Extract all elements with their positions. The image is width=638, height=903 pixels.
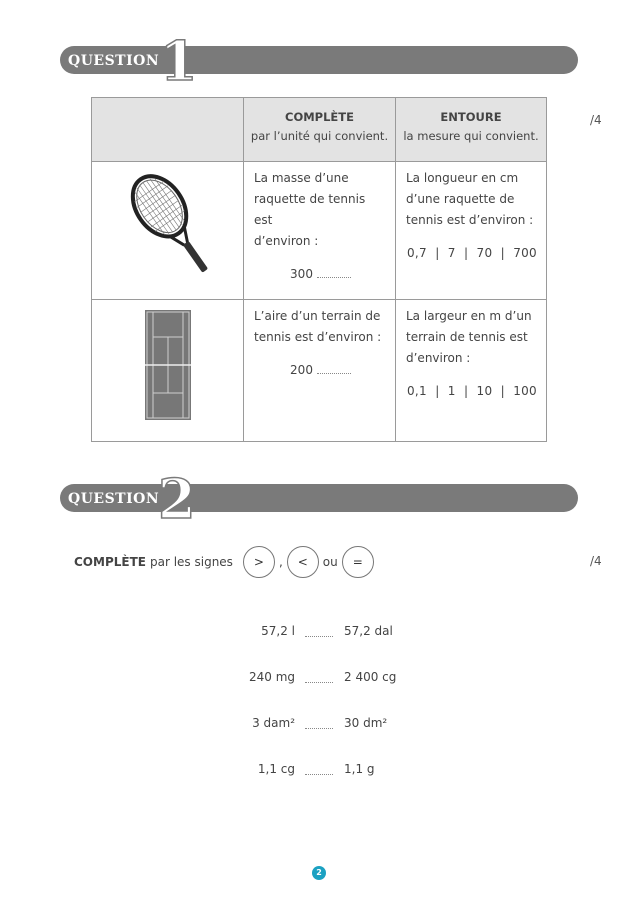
tennis-court-icon — [92, 300, 243, 438]
comparison-3-blank[interactable] — [305, 728, 333, 729]
comparison-2-right: 2 400 cg — [344, 670, 397, 684]
question-2-instruction — [74, 546, 378, 578]
instruction-text: par les signes — [149, 555, 233, 569]
header-complete-sub: par l’unité qui convient. — [250, 129, 389, 143]
court-width-line-3: d’environ : — [406, 351, 471, 365]
court-area-value: 200 — [290, 363, 313, 377]
court-area-blank[interactable] — [317, 373, 351, 374]
tennis-racket-cell — [92, 162, 244, 300]
less-than-sign: < — [287, 546, 319, 578]
header-complete — [244, 98, 396, 162]
racket-length-cell — [396, 162, 547, 300]
racket-mass-blank[interactable] — [317, 277, 351, 278]
comparison-4-left: 1,1 cg — [257, 762, 295, 776]
court-area-cell — [244, 300, 396, 442]
question-1-table — [91, 97, 547, 442]
court-width-line-1: La largeur en m d’un — [406, 309, 532, 323]
greater-than-sign: > — [243, 546, 275, 578]
racket-mass-line-1: La masse d’une — [254, 171, 349, 185]
racket-mass-line-3: d’environ : — [254, 234, 319, 248]
racket-mass-line-2: raquette de tennis est — [254, 192, 366, 227]
racket-length-choices[interactable]: 0,7 | 7 | 70 | 700 — [407, 246, 537, 260]
comparison-2-left: 240 mg — [248, 670, 295, 684]
question-2-number: 2 — [158, 467, 196, 531]
instruction-bold: COMPLÈTE — [74, 555, 146, 569]
question-1-score: /4 — [590, 113, 602, 127]
comparison-4-right: 1,1 g — [344, 762, 375, 776]
question-2-score: /4 — [590, 554, 602, 568]
header-complete-title: COMPLÈTE — [285, 110, 354, 124]
page-number-badge: 2 — [312, 866, 326, 880]
header-empty-cell — [92, 98, 244, 162]
racket-length-line-1: La longueur en cm — [406, 171, 519, 185]
question-1-label: QUESTION — [68, 53, 160, 69]
racket-length-line-3: tennis est d’environ : — [406, 213, 534, 227]
comparison-1-left: 57,2 l — [261, 624, 295, 638]
equals-sign: = — [342, 546, 374, 578]
court-width-line-2: terrain de tennis est — [406, 330, 528, 344]
tennis-racket-icon — [92, 162, 243, 296]
instruction-comma: , — [278, 555, 283, 569]
racket-mass-value: 300 — [290, 267, 313, 281]
court-area-line-1: L’aire d’un terrain de — [254, 309, 381, 323]
instruction-or: ou — [322, 555, 338, 569]
racket-length-line-2: d’une raquette de — [406, 192, 515, 206]
court-width-cell — [396, 300, 547, 442]
court-area-line-2: tennis est d’environ : — [254, 330, 382, 344]
question-1-number: 1 — [160, 29, 198, 93]
tennis-court-cell — [92, 300, 244, 442]
court-width-choices[interactable]: 0,1 | 1 | 10 | 100 — [407, 384, 537, 398]
racket-mass-cell — [244, 162, 396, 300]
comparison-3-right: 30 dm² — [344, 716, 388, 730]
comparison-3-left: 3 dam² — [252, 716, 295, 730]
comparison-2-blank[interactable] — [305, 682, 333, 683]
comparison-1-right: 57,2 dal — [344, 624, 393, 638]
comparison-1-blank[interactable] — [305, 636, 333, 637]
comparison-4-blank[interactable] — [305, 774, 333, 775]
question-2-label: QUESTION — [68, 491, 160, 507]
header-entoure-title: ENTOURE — [440, 110, 502, 124]
header-entoure — [396, 98, 547, 162]
header-entoure-sub: la mesure qui convient. — [403, 129, 539, 143]
